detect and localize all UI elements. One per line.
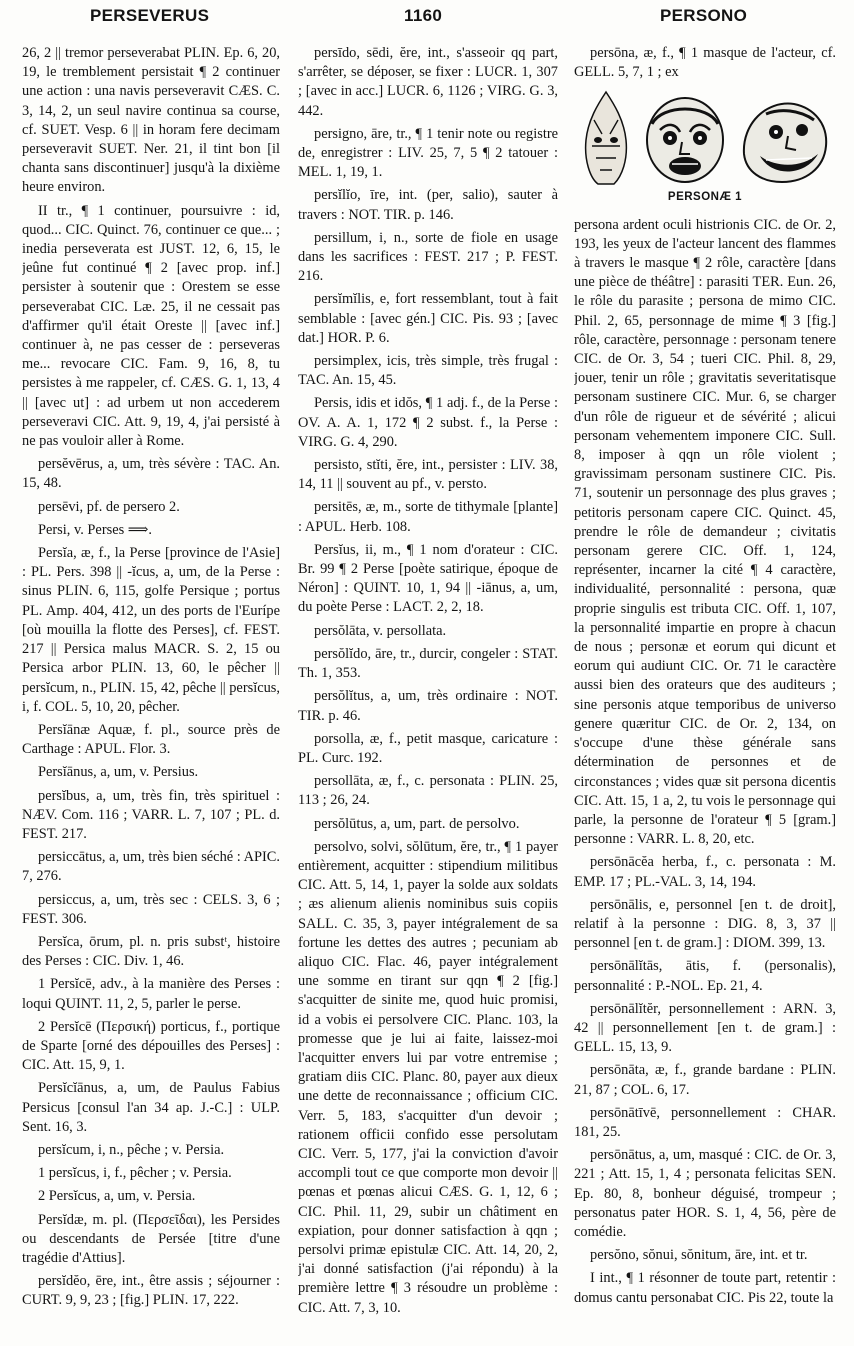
column-left (22, 44, 280, 1340)
dictionary-entry: persimplex, icis, très simple, très frugal : TAC. An. 15, 45. (298, 353, 558, 389)
dictionary-entry: Persĭānus, a, um, v. Persius. (38, 764, 199, 781)
dictionary-entry: Persi, v. Perses ⟹. (38, 521, 153, 538)
dictionary-entry: persēvi, pf. de persero 2. (38, 498, 180, 515)
dictionary-entry: persolvo, solvi, sŏlūtum, ĕre, tr., ¶ 1 payer entièrement, acquitter : stipendium militibus CIC. Att. 5, 14, 1, payer la solde aux soldats ; æs alienum alienis nominibus suis copiis SALL. C. 35, 3, payer intégralement de sa fortune les dettes des autres ; pecuniam ab aliquo CIC. Flac. 46, payer intégralement une somme en tirant sur qqn ¶ 2 [fig.] s'acquitter de sinite me, quod huic promisi, id a vobis ei persolvere CIC. Planc. 103, la promesse que je lui ai faite, laissez-moi l'acquitter envers lui par votre entremise ; gratiam diis CIC. Planc. 80, payer aux dieux une dette de reconnaissance ; officium CIC. Verr. 5, 183, s'acquitter d'un devoir ; rationem officii confido esse persolutam CIC. Verr. 5, 177, j'ai la conviction d'avoir accompli tout ce que comporte mon devoir || pœnas et pœnas alicui CÆS. G. 1, 12, 6 ; CIC. Phil. 11, 29, subir un châtiment en expiation, pour donner satisfaction à qqn ; persolvi primæ epistulæ CIC. Att. 14, 20, 2, j'ai donné satisfaction (j'ai répondu) à la première lettre ¶ 3 résoudre un problème : CIC. Att. 7, 3, 10. (298, 838, 558, 1316)
dictionary-entry: 2 Persĭcē (Περσική) porticus, f., portique de Sparte [orné des dépouilles des Perses] : CIC. Att. 15, 9, 1. (22, 1018, 280, 1074)
dictionary-entry: persigno, āre, tr., ¶ 1 tenir note ou registre de, enregistrer : LIV. 25, 7, 5 ¶ 2 tatouer : MEL. 1, 19, 1. (298, 125, 558, 181)
mask-profile-icon (578, 90, 634, 186)
dictionary-entry: persīdo, sēdi, ĕre, int., s'asseoir qq part, s'arrêter, se déposer, se fixer : LUCR. 1, 307 ; [avec in acc.] LUCR. 6, 1126 ; VIRG. G. 3, 442. (298, 45, 558, 119)
dictionary-entry: Persĭcĭānus, a, um, de Paulus Fabius Persicus [consul l'an 34 ap. J.-C.] : ULP. Sent. 16, 3. (22, 1080, 280, 1135)
dictionary-entry: persĭmĭlis, e, fort ressemblant, tout à fait semblable : [avec gén.] CIC. Pis. 93 ; [avec dat.] HOR. P. 6. (298, 291, 558, 346)
dictionary-entry: persiccātus, a, um, très bien séché : APIC. 7, 276. (22, 849, 280, 885)
dictionary-entry: 26, 2 || tremor perseverabat PLIN. Ep. 6, 20, 19, le tremblement persistait ¶ 2 continuer une action : una navis perseveravit CÆS. C. 3, 14, 2, un seul navire continua sa course, cf. SUET. Vesp. 6 || in horam fere decimam perseveravit SUET. Ner. 21, il tint bon [il chanta sans discontinuer] jusqu'à la dixième heure environ. (22, 45, 280, 196)
masks-illustration (578, 86, 832, 186)
dictionary-entry: persŏno, sŏnui, sŏnitum, āre, int. et tr. (590, 1247, 808, 1264)
running-head-right: PERSONO (660, 6, 748, 25)
dictionary-entry: persĭbus, a, um, très fin, très spirituel : NÆV. Com. 116 ; VARR. L. 7, 107 ; PL. d. FEST. 217. (22, 787, 280, 842)
dictionary-entry: persŏlĭtus, a, um, très ordinaire : NOT. TIR. p. 46. (298, 688, 558, 724)
dictionary-entry: persiccus, a, um, très sec : CELS. 3, 6 ; FEST. 306. (22, 891, 280, 927)
dictionary-entry: 1 Persĭcē, adv., à la manière des Perses : loqui QUINT. 11, 2, 5, parler le perse. (22, 976, 280, 1012)
column-middle (298, 44, 558, 1340)
dictionary-entry: persitēs, æ, m., sorte de tithymale [plante] : APUL. Herb. 108. (298, 499, 558, 535)
entry-persona-head: persōna, æ, f., ¶ 1 masque de l'acteur, cf. GELL. 5, 7, 1 ; ex (574, 45, 836, 81)
dictionary-entry: persōnātus, a, um, masqué : CIC. de Or. 3, 221 ; Att. 15, 1, 4 ; personata felicitas SEN. Ep. 80, 8, bonheur déguisé, trompeur ; personatus pater HOR. S. 1, 4, 56, père de comédie. (574, 1147, 836, 1240)
dictionary-entry: persōnācĕa herba, f., c. personata : M. EMP. 17 ; PL.-VAL. 3, 14, 194. (574, 854, 836, 890)
dictionary-entry: persŏlāta, v. persollata. (314, 622, 447, 639)
dictionary-entry: persĭlĭo, īre, int. (per, salio), sauter à travers : NOT. TIR. p. 146. (298, 187, 558, 223)
dictionary-entry: 2 Persĭcus, a, um, v. Persia. (38, 1188, 196, 1205)
dictionary-entry: Persĭānæ Aquæ, f. pl., source près de Carthage : APUL. Flor. 3. (22, 721, 280, 758)
dictionary-entry: porsolla, æ, f., petit masque, caricature : PL. Curc. 192. (298, 730, 558, 766)
dictionary-entry: persollāta, æ, f., c. personata : PLIN. 25, 113 ; 26, 24. (298, 773, 558, 809)
mask-comic-icon (736, 94, 832, 186)
dictionary-entry: persĭdĕo, ēre, int., être assis ; séjourner : CURT. 9, 9, 23 ; [fig.] PLIN. 17, 222. (22, 1273, 280, 1309)
dictionary-entry: persŏlūtus, a, um, part. de persolvo. (314, 815, 520, 832)
dictionary-entry: persona ardent oculi histrionis CIC. de Or. 2, 193, les yeux de l'acteur lancent des flammes à travers le masque ¶ 2 rôle, caractère [dans une pièce de théâtre] : parasiti TER. Eun. 26, le rôle du parasite ; persona de mimo CIC. Phil. 2, 65, personnage de mime ¶ 3 [fig.] rôle, caractère, personnage : personam tenere CIC. de Or. 3, 54 ; tueri CIC. Phil. 8, 29, jouer, tenir un rôle ; gravitatis severitatisque personam sustinere CIC. Mur. 6, se charger d'un rôle de rigueur et de sévérité ; alicui personam vehementem imponere CIC. Sull. 8, imposer à qqn un rôle violent ; gravissimam personam sustinere CIC. Pis. 71, soutenir un personnage des plus graves ; petitoris personam capere CIC. Quinct. 45, prendre le rôle de demandeur ; civitatis personam gerere CIC. Off. 1, 124, représenter, incarner la cité ¶ 4 caractère, individualité, personnalité : persona, quæ proprie singulis est tributa CIC. Off. 1, 107, la personnalité impartie en propre à chacun de nous ; personæ et eorum qui dicunt et eorum qui audiunt CIC. Or. 71 le caractère aussi bien des orateurs que des auditeurs ; sine personis atque temporibus de universo genere quæritur CIC. de Or. 2, 134, on s'occupe d'une thèse générale sans détermination de personnes et de circonstances ; vides quæ sit persona dicentis CIC. Att. 15, 1 a, 2, tu vois le personnage qui parle, la personne de l'orateur ¶ 5 [gram.] personne : VARR. L. 8, 20, etc. (574, 216, 836, 848)
figure-caption: PERSONÆ 1 (667, 191, 743, 204)
running-head-left: PERSEVERUS (90, 6, 210, 25)
dictionary-entry: Persĭca, ōrum, pl. n. pris substᵗ, histoire des Perses : CIC. Div. 1, 46. (22, 933, 280, 970)
dictionary-entry: persĭcum, i, n., pêche ; v. Persia. (38, 1141, 225, 1158)
dictionary-entry: persōnāta, æ, f., grande bardane : PLIN. 21, 87 ; COL. 6, 17. (574, 1062, 836, 1098)
page-number: 1160 (404, 6, 443, 25)
dictionary-entry: persŏlĭdo, āre, tr., durcir, congeler : STAT. Th. 1, 353. (298, 645, 558, 682)
dictionary-entry: persōnālis, e, personnel [en t. de droit], relatif à la personne : DIG. 8, 3, 37 || personnel [en t. de gram.] : DIOM. 399, 13. (574, 896, 836, 952)
dictionary-entry: Persĭus, ii, m., ¶ 1 nom d'orateur : CIC. Br. 99 ¶ 2 Perse [poète satirique, époque de Néron] : QUINT. 10, 1, 94 || -iānus, a, um, du poète Perse : LACT. 2, 2, 18. (298, 541, 558, 616)
mask-tragic-icon (642, 94, 728, 186)
dictionary-entry: persillum, i, n., sorte de fiole en usage dans les sacrifices : FEST. 217 ; P. FEST. 216. (298, 229, 558, 285)
dictionary-entry: II tr., ¶ 1 continuer, poursuivre : id, quod... CIC. Quinct. 76, continuer ce que... ; inedia perseverata est JUST. 12, 6, 15, le jeûne fut continué ¶ 2 [avec prop. inf.] persister à soutenir que : Orestem se esse perseverabat CIC. Læ. 25, il ne cessait pas d'affirmer qu'il était Oreste || [avec inf.] continuer à, ne pas cesser de : perseveras me... revocare CIC. Fam. 9, 16, 8, tu persistes à me rappeler, cf. CÆS. G. 1, 13, 4 || [avec ut] : ad urbem ut non accederem perseveravi CIC. Att. 9, 19, 4, j'ai persisté à ne pas vouloir aller à Rome. (22, 202, 280, 450)
dictionary-entry: I int., ¶ 1 résonner de toute part, retentir : domus cantu personabat CIC. Pis 22, toute la (574, 1270, 836, 1306)
dictionary-entry: persōnātīvē, personnellement : CHAR. 181, 25. (574, 1104, 836, 1140)
dictionary-entry: persōnālĭtās, ātis, f. (personalis), personnalité : P.-NOL. Ep. 21, 4. (574, 958, 836, 994)
column-right (574, 44, 836, 1340)
dictionary-entry: Persĭa, æ, f., la Perse [province de l'Asie] : PL. Pers. 398 || -ĭcus, a, um, de la Perse : sinus PLIN. 6, 115, golfe Persique ; portus PL. Amp. 404, 412, un des ports de l'Eurípe [où mouilla la flotte des Perses], cf. FEST. 217 || Persica malus MACR. S. 2, 15 ou Persica arbor PLIN. 13, 60, le pêcher || persĭcum, n., PLIN. 15, 42, pêche || persĭcus, i, f. COL. 5, 10, 20, pêcher. (22, 545, 280, 715)
dictionary-entry: persisto, stĭti, ĕre, int., persister : LIV. 38, 14, 11 || souvent au pf., v. persto. (298, 457, 558, 493)
dictionary-entry: 1 persĭcus, i, f., pêcher ; v. Persia. (38, 1165, 232, 1182)
dictionary-entry: persōnālĭtĕr, personnellement : ARN. 3, 42 || personnellement [en t. de gram.] : GELL. 15, 13, 9. (574, 1000, 836, 1056)
dictionary-entry: persĕvērus, a, um, très sévère : TAC. An. 15, 48. (22, 456, 280, 492)
dictionary-entry: Persĭdæ, m. pl. (Περσεῖδαι), les Persides ou descendants de Persée [titre d'une tragédie d'Attius]. (22, 1211, 280, 1266)
dictionary-entry: Persis, idis et idŏs, ¶ 1 adj. f., de la Perse : OV. A. A. 1, 172 ¶ 2 subst. f., la Perse : VIRG. G. 4, 290. (298, 395, 558, 450)
